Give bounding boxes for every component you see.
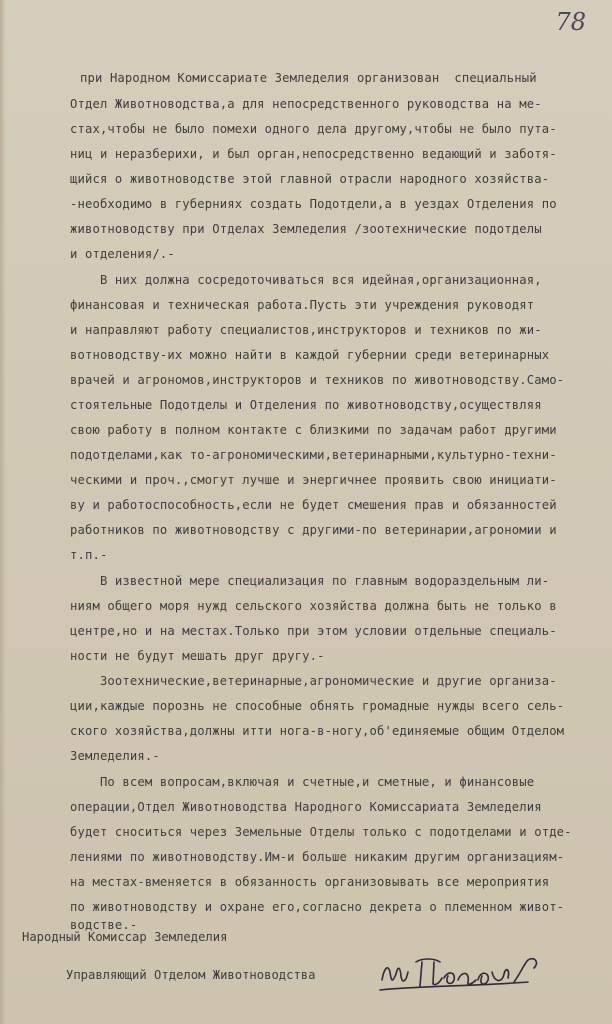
body-line: работников по животноводству с другими-по ветеринарии,агрономии и <box>70 523 557 537</box>
handwritten-signature <box>378 952 548 996</box>
body-line: вотноводству-их можно найти в каждой губернии среди ветеринарных <box>70 348 550 362</box>
body-line: ву и работоспособность,если не будет смешения прав и обязанностей <box>70 498 557 512</box>
signatory-department-head: Управляющий Отделом Животноводства <box>66 968 316 982</box>
body-line: -необходимо в губерниях создать Подотдели,а в уездах Отделения по <box>70 197 557 211</box>
body-line: т.п.- <box>70 548 108 562</box>
body-line: стоятельные Подотделы и Отделения по животноводству,осуществляя <box>70 398 542 412</box>
body-line: Земледелия.- <box>70 749 160 763</box>
body-line: подотделами,как то-агрономическими,ветеринарными,культурно-техни- <box>70 448 557 462</box>
body-line: ческими и проч.,смогут лучше и энергичнее проявить свою инициати- <box>70 473 557 487</box>
body-line: ниям общего моря нужд сельского хозяйства должна быть не только в <box>70 599 557 613</box>
body-line: ции,каждые порознь не способные обнять громадные нужды всего сель- <box>70 699 565 713</box>
body-line: животноводству при Отделах Земледелия /зоотехнические подотделы <box>70 222 542 236</box>
body-line: Отдел Животноводства,а для непосредственного руководства на ме- <box>70 97 542 111</box>
body-line: и отделения/.- <box>70 247 175 261</box>
body-line: щийся о животноводстве этой главной отрасли народного хозяйства- <box>70 172 550 186</box>
signatory-commissar: Народный Комиссар Земледелия <box>22 930 228 944</box>
body-line: Зоотехнические,ветеринарные,агрономические и другие организа- <box>70 674 557 688</box>
body-line: По всем вопросам,включая и счетные,и сметные, и финансовые <box>70 775 535 789</box>
body-line: ского хозяйства,должны итти нога-в-ногу,об'единяемые общим Отделом <box>70 724 565 738</box>
body-line: и направляют работу специалистов,инструкторов и техников по жи- <box>70 323 542 337</box>
body-line: по животноводству и охране его,согласно декрета о племенном живот- <box>70 900 565 914</box>
body-line: лениями по животноводству.Им-и больше никаким другим организациям- <box>70 850 565 864</box>
page-number: 78 <box>555 8 586 36</box>
body-line: финансовая и техническая работа.Пусть эти учреждения руководят <box>70 298 535 312</box>
body-line: при Народном Комиссариате Земледелия организован специальный <box>80 71 537 85</box>
body-line: операции,Отдел Животноводства Народного Комиссариата Земледелия <box>70 800 542 814</box>
body-line: на местах-вменяется в обязанность организовывать все мероприятия <box>70 875 550 889</box>
body-line: В известной мере специализация по главным водораздельным ли- <box>70 574 550 588</box>
body-line: центре,но и на местах.Только при этом условии отдельные специаль- <box>70 624 557 638</box>
body-line: водстве.- <box>70 918 138 932</box>
body-line: врачей и агрономов,инструкторов и техников по животноводству.Само- <box>70 373 565 387</box>
body-line: стах,чтобы не было помехи одного дела другому,чтобы не было пута- <box>70 122 557 136</box>
body-line: будет сноситься через Земельные Отделы только с подотделами и отде- <box>70 825 572 839</box>
body-line: ности не будут мешать друг другу.- <box>70 649 325 663</box>
body-line: свою работу в полном контакте с близкими по задачам работ другими <box>70 423 557 437</box>
body-line: В них должна сосредоточиваться вся идейная,организационная, <box>70 273 542 287</box>
body-line: ниц и неразберихи, и был орган,непосредственно ведающий и заботя- <box>70 147 557 161</box>
